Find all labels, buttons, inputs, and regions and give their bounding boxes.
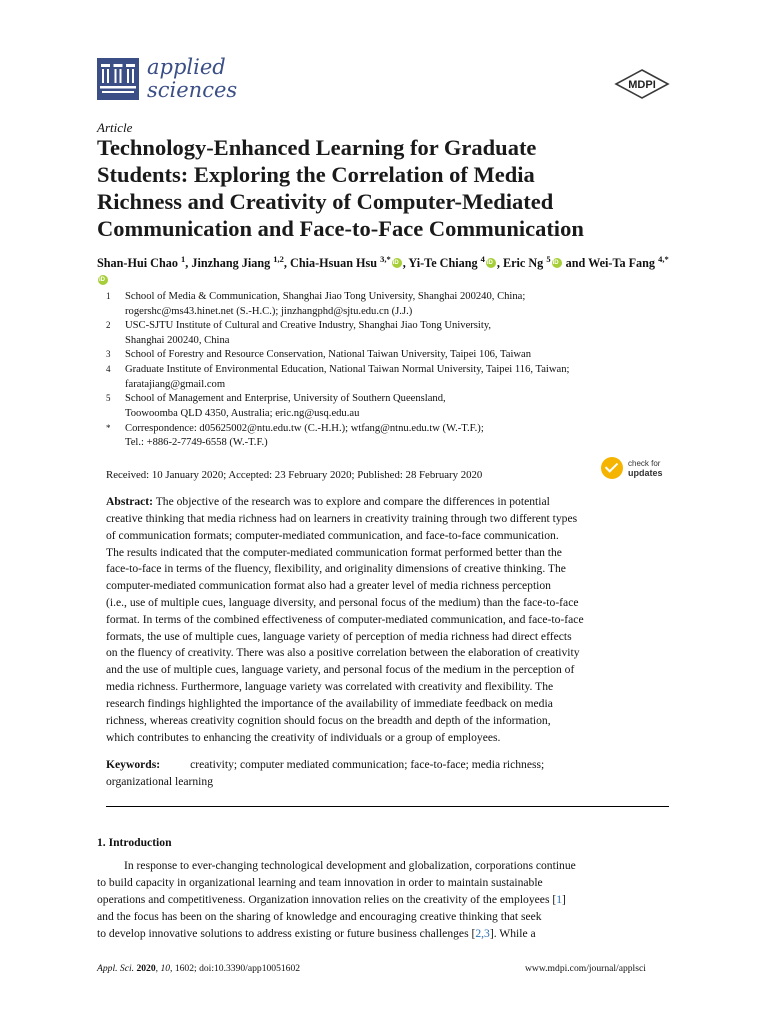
abstract-line: research findings highlighted the importance of the availability of immediate feedback on media xyxy=(106,697,553,710)
citation-link[interactable]: 1 xyxy=(556,893,563,906)
affiliation-line: School of Management and Enterprise, University of Southern Queensland, xyxy=(125,393,446,404)
affiliation-line: School of Forestry and Resource Conservation, National Taiwan University, Taipei 106, Taiwan xyxy=(125,349,532,360)
journal-name-line1: applied xyxy=(147,55,226,79)
abstract-line: Abstract: The objective of the research was to explore and compare the differences in potential xyxy=(106,495,550,508)
author-separator: , xyxy=(283,256,291,271)
affiliation-number: * xyxy=(106,423,111,433)
publisher-name: MDPI xyxy=(628,79,656,91)
abstract-line: face-to-face in terms of the fluency, flexibility, and originality dimensions of creative thinking. The xyxy=(106,562,566,575)
orcid-icon[interactable] xyxy=(98,275,108,285)
journal-name xyxy=(147,56,237,102)
title-line: Communication and Face-to-Face Communication xyxy=(97,216,584,241)
author-list xyxy=(97,251,677,289)
body-line: and the focus has been on the sharing of knowledge and encouraging creative thinking that seek xyxy=(97,910,542,923)
abstract-line: The results indicated that the computer-mediated communication format performed better than the xyxy=(106,546,562,559)
paper-title xyxy=(97,134,687,242)
affiliation-number: 4 xyxy=(106,364,111,374)
abstract-line: on the fluency of creativity. There was also a positive correlation between the elaboration of creativity xyxy=(106,646,580,659)
mdpi-logo-icon xyxy=(613,69,671,99)
check-for-updates-button[interactable] xyxy=(601,457,681,481)
abstract-line: (i.e., use of multiple cues, language diversity, and personal focus of the medium) than the face-to-face xyxy=(106,596,579,609)
author-name: Jinzhang Jiang xyxy=(191,256,271,271)
affiliation-number: 5 xyxy=(106,393,111,403)
author-name: Chia-Hsuan Hsu xyxy=(290,256,378,271)
publication-dates: Received: 10 January 2020; Accepted: 23 February 2020; Published: 28 February 2020 xyxy=(106,469,483,481)
affiliation-line: School of Media & Communication, Shanghai Jiao Tong University, Shanghai 200240, China; xyxy=(125,291,526,302)
body-line: to develop innovative solutions to address existing or future business challenges [2,3]. While a xyxy=(97,927,536,940)
check-updates-text: updates xyxy=(628,468,663,478)
journal-logo-icon xyxy=(97,58,139,100)
author-separator: , xyxy=(185,256,192,271)
affiliation-line: Toowoomba QLD 4350, Australia; eric.ng@usq.edu.au xyxy=(125,408,360,419)
author-affiliation-marker: 5 xyxy=(546,254,551,264)
citation-link[interactable]: 2,3 xyxy=(475,927,490,940)
author-name: Eric Ng xyxy=(502,256,544,271)
author-affiliation-marker: 3,* xyxy=(380,254,391,264)
correspondence-line: Tel.: +886-2-7749-6558 (W.-T.F.) xyxy=(125,437,268,448)
body-line: In response to ever-changing technological development and globalization, corporations continue xyxy=(124,859,576,872)
abstract-line: formats, the use of multiple cues, language variety of perception of media richness had direct effects xyxy=(106,630,572,643)
abstract-line: format. In terms of the combined effectiveness of computer-mediated communication, and face-to-face xyxy=(106,613,584,626)
journal-url-link[interactable]: www.mdpi.com/journal/applsci xyxy=(525,963,646,974)
abstract-line: creative thinking that media richness had on learners in creativity training through two different types xyxy=(106,512,578,525)
keywords-label: Keywords: xyxy=(106,758,161,771)
orcid-icon[interactable] xyxy=(392,258,402,268)
correspondence-line: Correspondence: d05625002@ntu.edu.tw (C.-H.H.); wtfang@ntnu.edu.tw (W.-T.F.); xyxy=(125,423,484,434)
keywords-line: organizational learning xyxy=(106,775,213,788)
abstract-line: and the use of multiple cues, language variety, and personal focus of the medium in the perception of xyxy=(106,663,575,676)
abstract-line: media richness. Furthermore, language variety was correlated with creativity and flexibility. The xyxy=(106,680,554,693)
orcid-icon[interactable] xyxy=(486,258,496,268)
affiliation-number: 3 xyxy=(106,349,111,359)
section-heading: 1. Introduction xyxy=(97,836,172,849)
affiliation-line: faratajiang@gmail.com xyxy=(125,379,226,390)
abstract-line: computer-mediated communication format also had a greater level of media richness perception xyxy=(106,579,551,592)
abstract-line: which contributes to enhancing the creativity of individuals or a group of employees. xyxy=(106,731,501,744)
author-affiliation-marker: 1 xyxy=(181,254,186,264)
check-updates-text: check for xyxy=(628,459,661,468)
title-line: Technology-Enhanced Learning for Graduate xyxy=(97,135,537,160)
orcid-icon[interactable] xyxy=(552,258,562,268)
affiliation-line: Graduate Institute of Environmental Education, National Taiwan Normal University, Taipei 116, Taiwan; xyxy=(125,364,570,375)
author-separator: , xyxy=(402,256,409,271)
author-name: Yi-Te Chiang xyxy=(408,256,478,271)
affiliation-number: 1 xyxy=(106,291,111,301)
section-divider xyxy=(106,806,669,807)
title-line: Students: Exploring the Correlation of Media xyxy=(97,162,535,187)
check-mark-icon xyxy=(601,457,623,479)
abstract-line: richness, whereas creativity cognition should focus on the breadth and depth of the information, xyxy=(106,714,551,727)
author-separator: , xyxy=(496,256,503,271)
article-type: Article xyxy=(97,120,133,135)
author-separator: and xyxy=(562,256,589,271)
author-affiliation-marker: 1,2 xyxy=(273,254,284,264)
affiliation-line: USC-SJTU Institute of Cultural and Creative Industry, Shanghai Jiao Tong University, xyxy=(125,320,492,331)
author-name: Shan-Hui Chao xyxy=(97,256,178,271)
author-affiliation-marker: 4,* xyxy=(658,254,669,264)
body-line: operations and competitiveness. Organization innovation relies on the creativity of the employees [1] xyxy=(97,893,566,906)
author-affiliation-marker: 4 xyxy=(480,254,485,264)
abstract-line: of communication formats; computer-mediated communication, and face-to-face communication. xyxy=(106,529,559,542)
keywords-line: Keywords: creativity; computer mediated communication; face-to-face; media richness; xyxy=(106,758,545,771)
citation-footer: Appl. Sci. 2020, 10, 1602; doi:10.3390/app10051602 xyxy=(97,963,301,974)
abstract-label: Abstract: xyxy=(106,495,154,508)
affiliation-line: rogershc@ms43.hinet.net (S.-H.C.); jinzhangphd@sjtu.edu.cn (J.J.) xyxy=(125,306,413,317)
affiliation-number: 2 xyxy=(106,320,111,330)
body-line: to build capacity in organizational learning and team innovation in order to maintain sustainable xyxy=(97,876,543,889)
affiliation-line: Shanghai 200240, China xyxy=(125,335,230,346)
author-name: Wei-Ta Fang xyxy=(588,256,656,271)
title-line: Richness and Creativity of Computer-Mediated xyxy=(97,189,554,214)
journal-name-line2: sciences xyxy=(147,78,238,102)
